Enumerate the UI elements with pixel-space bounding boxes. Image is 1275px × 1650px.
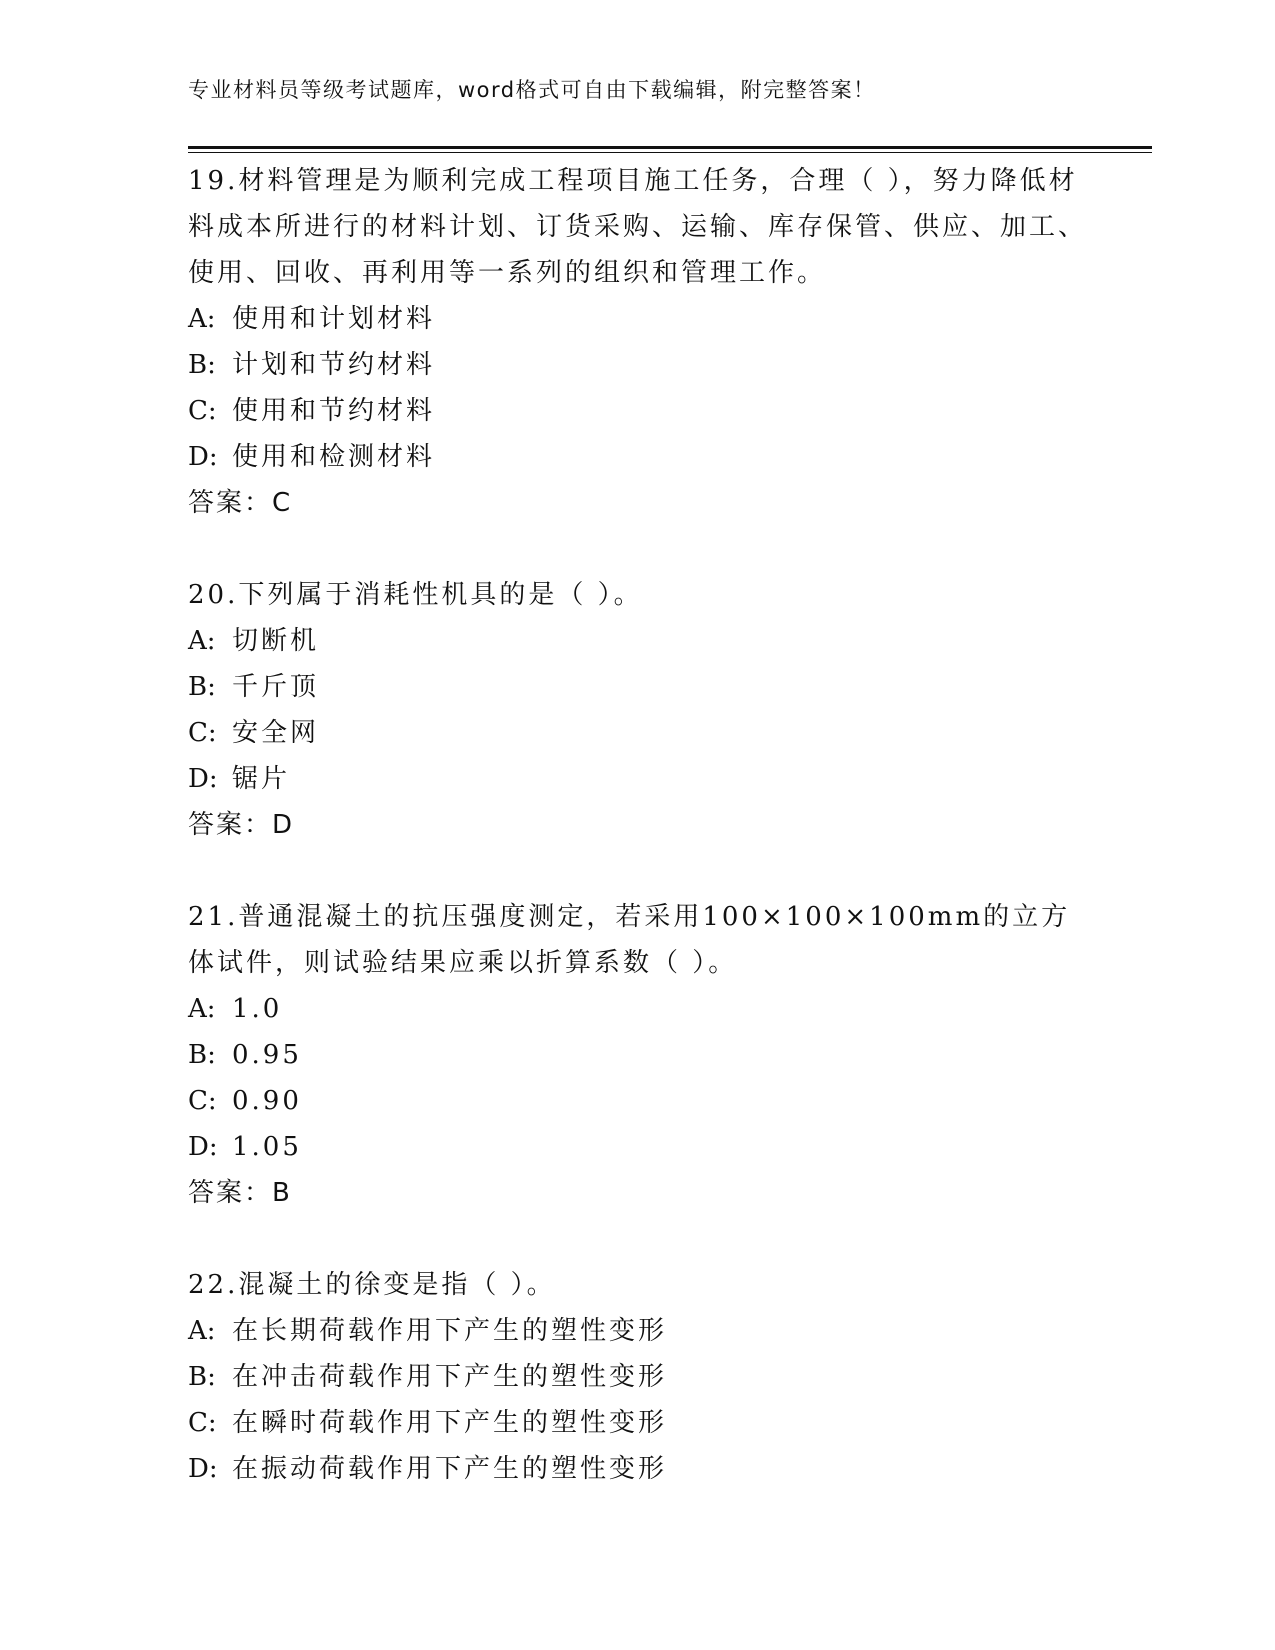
option-a xyxy=(188,986,1088,1032)
option-a xyxy=(188,618,1088,664)
option-text: 在振动荷载作用下产生的塑性变形 xyxy=(232,1454,668,1484)
option-a xyxy=(188,296,1088,342)
option-text: 使用和计划材料 xyxy=(232,304,436,334)
answer-label: 答案： xyxy=(188,488,273,518)
option-key: D: xyxy=(188,1132,218,1162)
option-d xyxy=(188,1124,1088,1170)
option-c xyxy=(188,1400,1088,1446)
option-key: A: xyxy=(188,1316,216,1346)
answer-value: C xyxy=(272,488,291,518)
option-key: B: xyxy=(188,350,216,380)
question-stem: 19.材料管理是为顺利完成工程项目施工任务，合理（ ），努力降低材料成本所进行的材料计划、订货采购、运输、库存保管、供应、加工、使用、回收、再利用等一系列的组织和管理工作。 xyxy=(188,166,1088,288)
option-key: B: xyxy=(188,672,216,702)
option-c xyxy=(188,710,1088,756)
option-key: D: xyxy=(188,764,218,794)
header-rule-thick xyxy=(188,146,1152,149)
option-key: D: xyxy=(188,442,218,472)
answer-label: 答案： xyxy=(188,1178,273,1208)
answer-label: 答案： xyxy=(188,810,273,840)
option-key: B: xyxy=(188,1362,216,1392)
question-stem: 20.下列属于消耗性机具的是（ ）。 xyxy=(188,580,643,610)
header-note: 专业材料员等级考试题库，word格式可自由下载编辑，附完整答案！ xyxy=(188,78,876,102)
question-stem: 21.普通混凝土的抗压强度测定，若采用100×100×100mm的立方体试件，则试验结果应乘以折算系数（ ）。 xyxy=(188,902,1071,978)
question-21 xyxy=(188,894,1088,1216)
option-b xyxy=(188,1032,1088,1078)
option-d xyxy=(188,434,1088,480)
option-text: 在长期荷载作用下产生的塑性变形 xyxy=(232,1316,668,1346)
option-key: B: xyxy=(188,1040,216,1070)
option-text: 0.90 xyxy=(232,1086,302,1116)
option-text: 0.95 xyxy=(232,1040,302,1070)
option-d xyxy=(188,756,1088,802)
option-c xyxy=(188,1078,1088,1124)
option-d xyxy=(188,1446,1088,1492)
question-list xyxy=(188,158,1088,1492)
option-b xyxy=(188,342,1088,388)
option-a xyxy=(188,1308,1088,1354)
answer-value: D xyxy=(272,810,293,840)
header-rule-thin xyxy=(188,152,1152,153)
option-b xyxy=(188,664,1088,710)
option-key: C: xyxy=(188,718,217,748)
answer-line xyxy=(188,1170,1088,1216)
option-key: D: xyxy=(188,1454,218,1484)
option-key: A: xyxy=(188,994,216,1024)
answer-line xyxy=(188,480,1088,526)
option-text: 锯片 xyxy=(232,764,291,794)
question-20 xyxy=(188,572,1088,848)
option-text: 1.05 xyxy=(232,1132,302,1162)
question-19 xyxy=(188,158,1088,526)
option-text: 计划和节约材料 xyxy=(232,350,436,380)
option-text: 使用和节约材料 xyxy=(232,396,436,426)
option-key: C: xyxy=(188,1408,217,1438)
option-text: 使用和检测材料 xyxy=(232,442,436,472)
option-text: 1.0 xyxy=(232,994,283,1024)
option-text: 千斤顶 xyxy=(232,672,320,702)
option-key: A: xyxy=(188,304,216,334)
option-b xyxy=(188,1354,1088,1400)
option-text: 切断机 xyxy=(232,626,320,656)
question-22 xyxy=(188,1262,1088,1492)
option-text: 在冲击荷载作用下产生的塑性变形 xyxy=(232,1362,668,1392)
option-text: 安全网 xyxy=(232,718,320,748)
answer-value: B xyxy=(272,1178,290,1208)
option-c xyxy=(188,388,1088,434)
option-key: C: xyxy=(188,396,217,426)
answer-line xyxy=(188,802,1088,848)
option-text: 在瞬时荷载作用下产生的塑性变形 xyxy=(232,1408,668,1438)
question-stem: 22.混凝土的徐变是指（ ）。 xyxy=(188,1270,556,1300)
option-key: C: xyxy=(188,1086,217,1116)
option-key: A: xyxy=(188,626,216,656)
